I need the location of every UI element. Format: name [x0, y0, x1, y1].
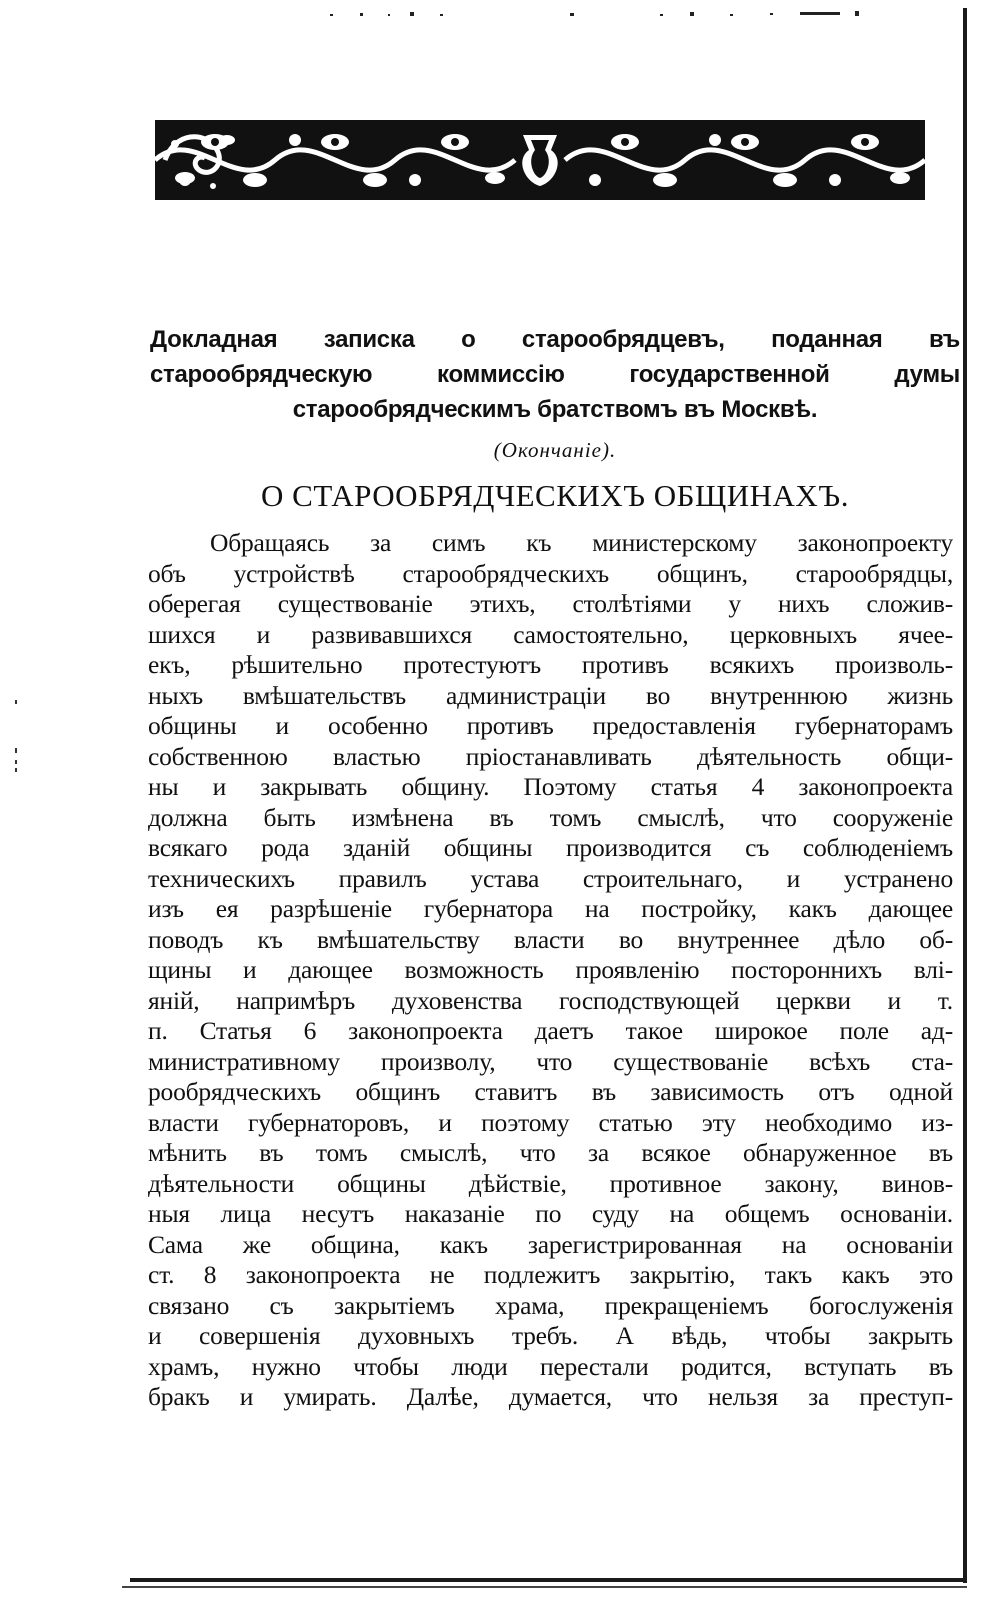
body-line: собственною властью пріостанавливать дѣятельность общи-: [148, 741, 953, 771]
body-line: объ устройствѣ старообрядческихъ общинъ, старообрядцы,: [148, 558, 953, 588]
body-line: ны и закрывать общину. Поэтому статья 4 законопроекта: [148, 772, 953, 801]
body-line: щины и дающее возможность проявленію постороннихъ влі-: [148, 955, 953, 984]
scan-edge-right: [963, 8, 967, 1583]
body-line: и совершенія духовныхъ требъ. А вѣдь, чтобы закрыть: [148, 1321, 953, 1350]
scan-specks-left: [12, 700, 22, 900]
body-line: изъ ея разрѣшеніе губернатора на постройку, какъ дающее: [148, 894, 953, 923]
body-line: п. Статья 6 законопроекта даетъ такое широкое поле ад-: [148, 1016, 953, 1045]
scan-specks-top: [330, 6, 890, 16]
body-line: министративному произволу, что существованіе всѣхъ ста-: [148, 1046, 953, 1076]
body-line: общины и особенно противъ предоставленія губернаторамъ: [148, 711, 953, 740]
body-line: должна быть измѣнена въ томъ смыслѣ, что сооруженіе: [148, 802, 953, 832]
body-line: всякаго рода зданій общины производится съ соблюденіемъ: [148, 833, 953, 862]
body-line: Обращаясь за симъ къ министерскому законопроекту: [210, 528, 953, 557]
body-line: екъ, рѣшительно протестуютъ противъ всякихъ произволь-: [148, 650, 953, 679]
body-line: дѣятельности общины дѣйствіе, противное закону, винов-: [148, 1168, 953, 1198]
scan-edge-bottom: [130, 1578, 967, 1582]
body-line: техническихъ правилъ устава строительнаго, и устранено: [148, 863, 953, 893]
body-line: связано съ закрытіемъ храма, прекращеніемъ богослуженія: [148, 1290, 953, 1320]
body-paragraph: [148, 528, 953, 1413]
body-line: власти губернаторовъ, и поэтому статью эту необходимо из-: [148, 1107, 953, 1137]
body-line: храмъ, нужно чтобы люди перестали родится, вступать въ: [148, 1351, 953, 1381]
body-line: бракъ и умирать. Далѣе, думается, что нельзя за преступ-: [148, 1382, 953, 1411]
body-line: яній, напримѣръ духовенства господствующей церкви и т.: [148, 985, 953, 1015]
body-line: ныхъ вмѣшательствъ администраціи во внутреннюю жизнь: [148, 680, 953, 710]
continuation-note: (Окончаніе).: [493, 438, 617, 462]
body-line: ныя лица несутъ наказаніе по суду на общемъ основаніи.: [148, 1199, 953, 1228]
scan-edge-bottom-shadow: [122, 1586, 967, 1588]
body-line: Сама же община, какъ зарегистрированная на основаніи: [148, 1229, 953, 1259]
headpiece-ornament: [155, 120, 925, 200]
body-line: мѣнить въ томъ смыслѣ, что за всякое обнаруженное въ: [148, 1138, 953, 1167]
section-title: О СТАРООБРЯДЧЕСКИХЪ ОБЩИНАХЪ.: [261, 478, 849, 513]
body-line: шихся и развивавшихся самостоятельно, церковныхъ ячеe-: [148, 619, 953, 649]
body-line: оберегая существованіе этихъ, столѣтіями у нихъ сложив-: [148, 589, 953, 618]
document-heading: Докладная записка о старообрядцевъ, поданная въ старообрядческую коммиссію государственной думы старообрядческимъ братствомъ въ Москвѣ.: [150, 326, 960, 423]
body-line: рообрядческихъ общинъ ставитъ въ зависимость отъ одной: [148, 1077, 953, 1106]
body-line: ст. 8 законопроекта не подлежитъ закрытію, такъ какъ это: [148, 1260, 953, 1289]
body-line: поводъ къ вмѣшательству власти во внутреннее дѣло об-: [148, 924, 953, 954]
